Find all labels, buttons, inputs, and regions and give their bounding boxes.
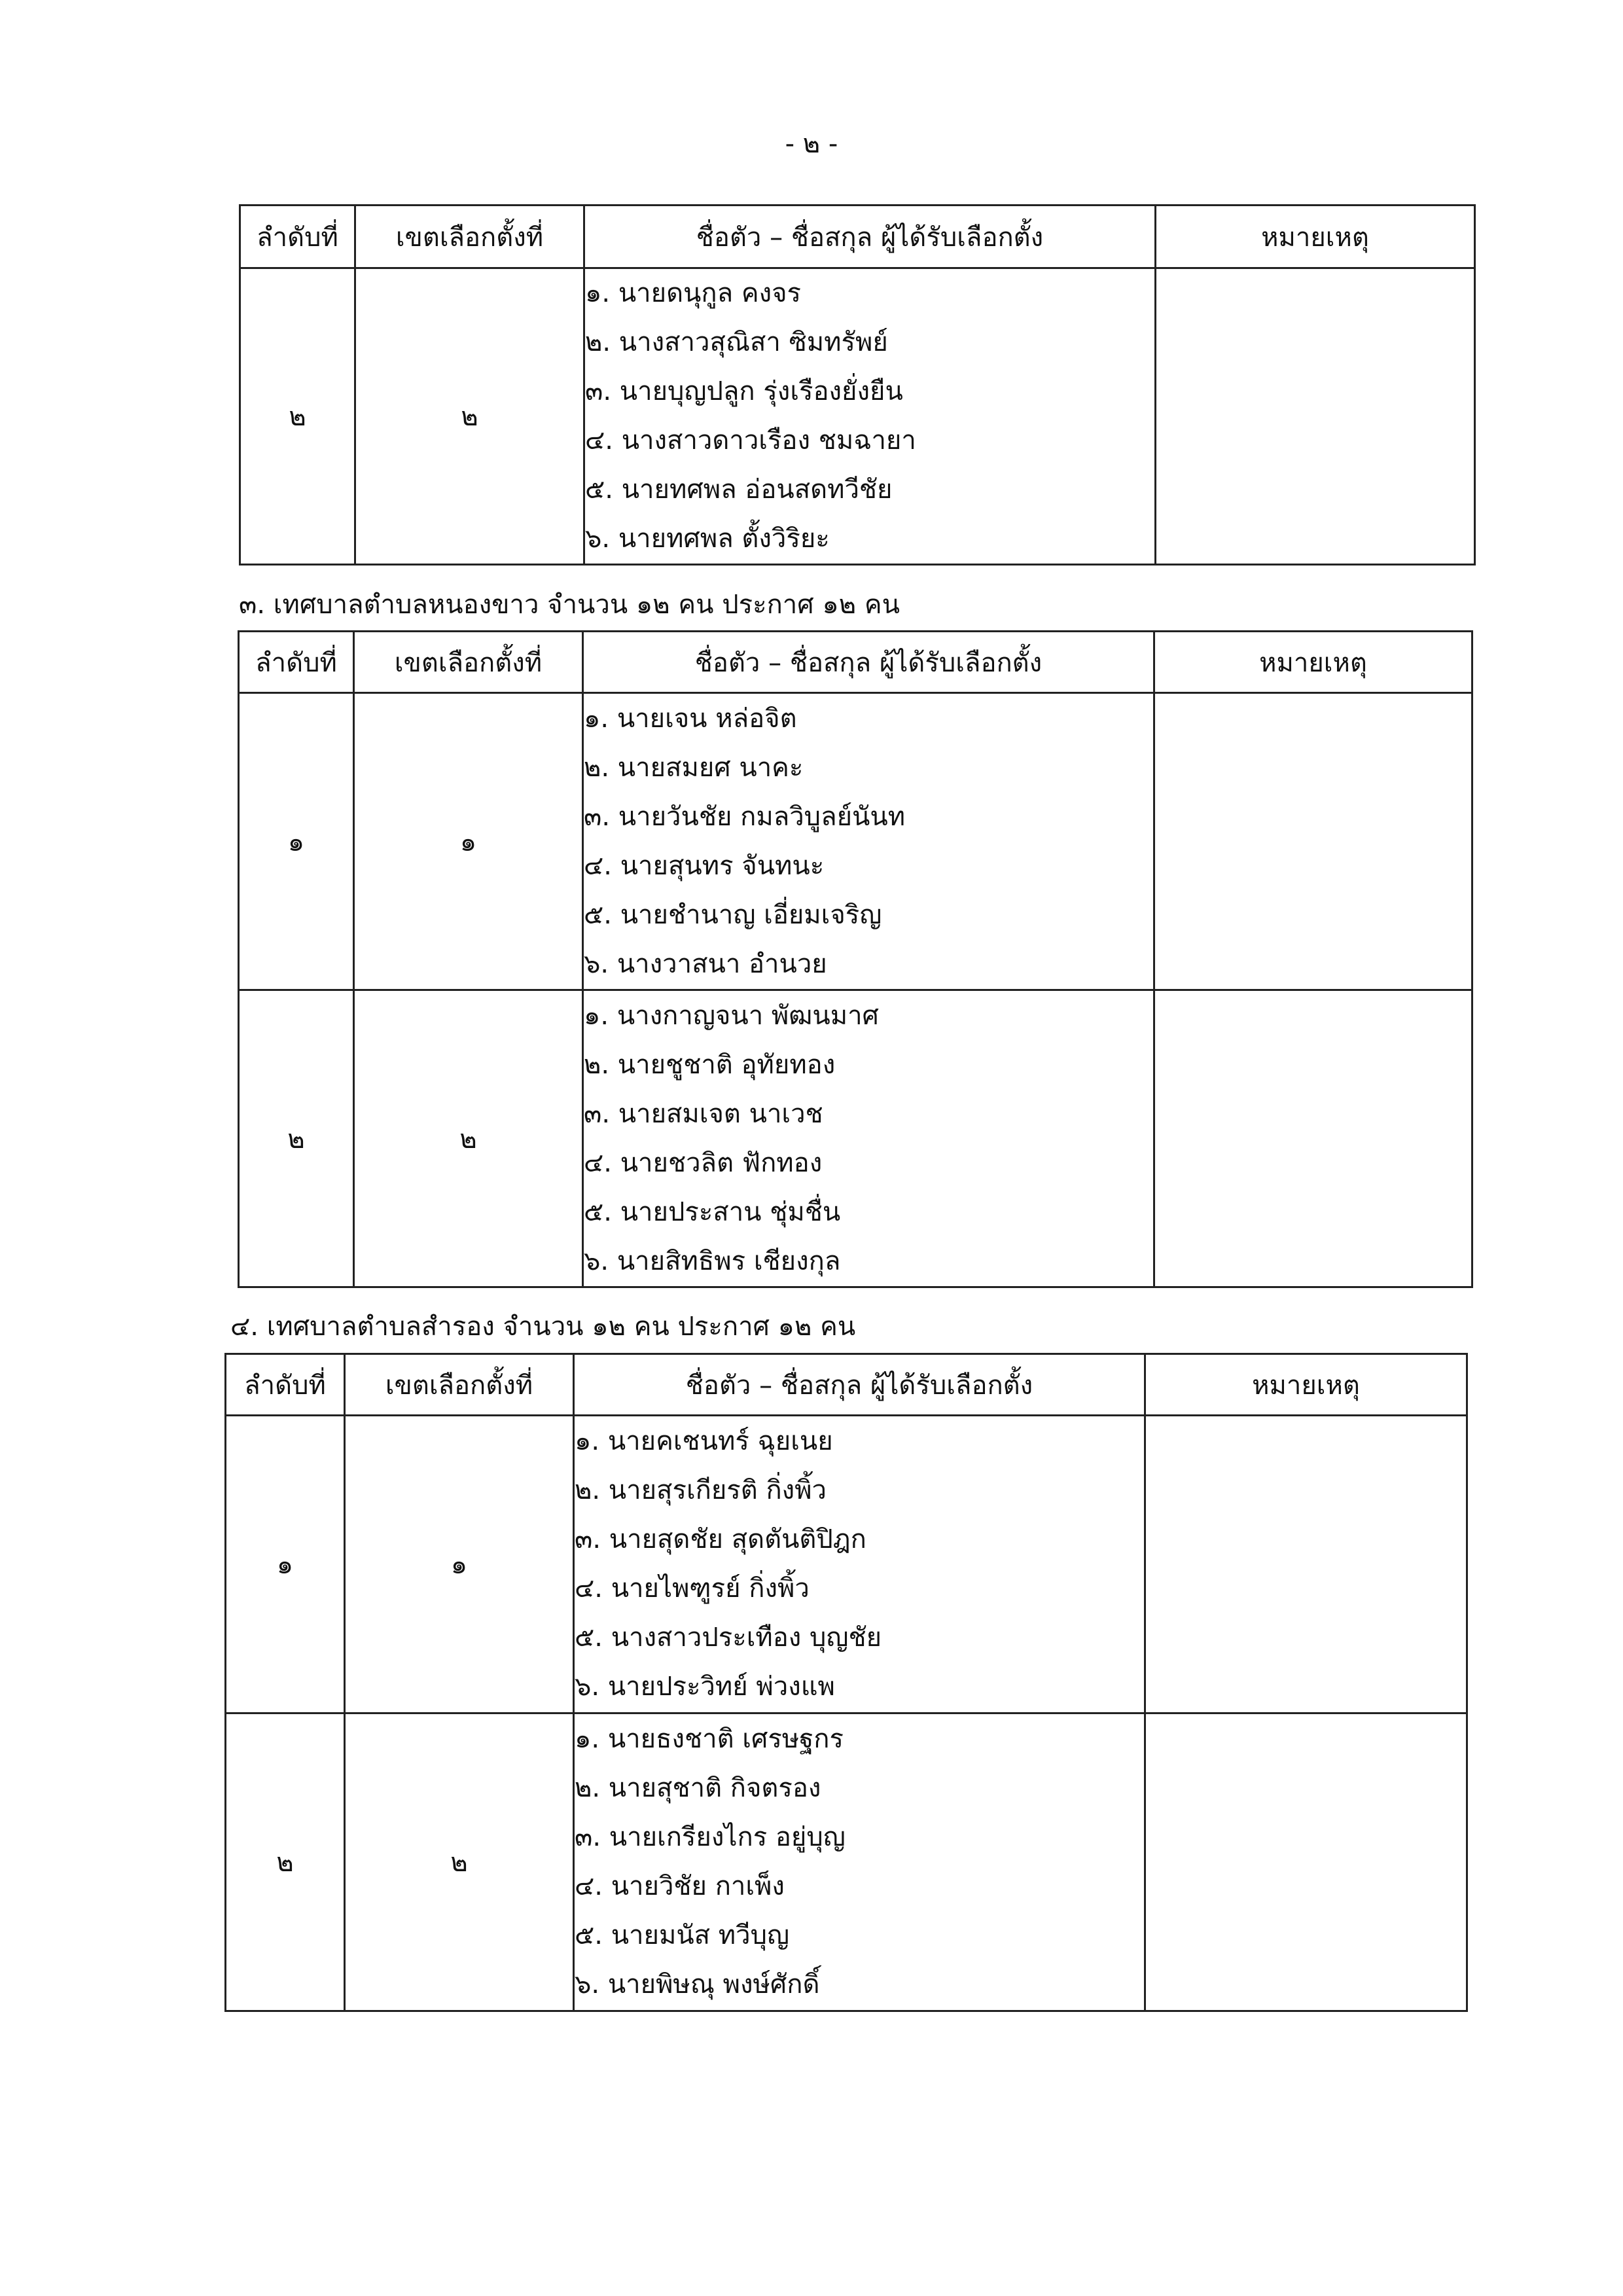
- order-cell: ๒: [226, 1713, 345, 2011]
- elected-name: ๓. นายสมเจต นาเวช: [584, 1098, 823, 1129]
- order-cell: ๑: [226, 1416, 345, 1713]
- elected-name: ๑. นายคเชนทร์ ฉุยเนย: [575, 1426, 833, 1456]
- elected-name: ๒. นางสาวสุณิสา ซิมทรัพย์: [585, 327, 888, 357]
- header-name: ชื่อตัว – ชื่อสกุล ผู้ได้รับเลือกตั้ง: [584, 206, 1156, 268]
- header-remark: หมายเหตุ: [1156, 206, 1475, 268]
- zone-cell: ๑: [354, 693, 583, 990]
- elected-name: ๓. นายบุญปลูก รุ่งเรืองยั่งยืน: [585, 376, 903, 406]
- table-header-row: [226, 1354, 1467, 1416]
- elected-name: ๑. นายดนุกูล คงจร: [585, 278, 802, 308]
- header-order: ลำดับที่: [239, 632, 354, 693]
- header-order: ลำดับที่: [226, 1354, 345, 1416]
- elected-name: ๑. นายเจน หล่อจิต: [584, 703, 797, 734]
- elected-name: ๒. นายสมยศ นาคะ: [584, 752, 804, 783]
- table-header-row: [240, 206, 1475, 268]
- remark-cell: [1145, 1416, 1467, 1713]
- table-row: [240, 268, 1475, 565]
- elected-name: ๕. นายชำนาญ เอี่ยมเจริญ: [584, 899, 882, 930]
- elected-name: ๑. นายธงชาติ เศรษฐกร: [575, 1724, 844, 1754]
- elected-name: ๕. นายประสาน ชุ่มชื่น: [584, 1196, 841, 1227]
- elected-name: ๒. นายสุชาติ กิจตรอง: [575, 1773, 821, 1803]
- elected-name: ๓. นายวันชัย กมลวิบูลย์นันท: [584, 801, 906, 832]
- elected-name: ๖. นายพิษณุ พงษ์ศักดิ์: [575, 1969, 820, 2000]
- header-name: ชื่อตัว – ชื่อสกุล ผู้ได้รับเลือกตั้ง: [583, 632, 1154, 693]
- remark-cell: [1154, 990, 1472, 1287]
- elected-name: ๓. นายเกรียงไกร อยู่บุญ: [575, 1822, 846, 1852]
- elected-name: ๔. นายชวลิต ฟักทอง: [584, 1147, 823, 1178]
- remark-cell: [1156, 268, 1475, 565]
- names-cell: [584, 268, 1156, 565]
- zone-cell: ๑: [345, 1416, 574, 1713]
- table-row: [239, 693, 1472, 990]
- order-cell: ๒: [240, 268, 355, 565]
- elected-name: ๕. นางสาวประเทือง บุญชัย: [575, 1623, 882, 1653]
- elected-name: ๒. นายชูชาติ อุทัยทอง: [584, 1049, 836, 1080]
- names-cell: [574, 1416, 1145, 1713]
- elected-name: ๓. นายสุดชัย สุดตันติปิฎก: [575, 1524, 866, 1554]
- elected-name: ๔. นายสุนทร จันทนะ: [584, 850, 825, 881]
- elected-name: ๑. นางกาญจนา พัฒนมาศ: [584, 1000, 879, 1031]
- elected-name: ๕. นายทศพล อ่อนสดทวีชัย: [585, 475, 893, 505]
- section-title-4: ๔. เทศบาลตำบลสำรอง จำนวน ๑๒ คน ประกาศ ๑๒ คน: [230, 1312, 856, 1342]
- elected-name: ๔. นายไพฑูรย์ กิ่งพิ้ว: [575, 1573, 810, 1604]
- elected-name: ๔. นางสาวดาวเรือง ชมฉายา: [585, 425, 916, 456]
- header-name: ชื่อตัว – ชื่อสกุล ผู้ได้รับเลือกตั้ง: [574, 1354, 1145, 1416]
- names-cell: [574, 1713, 1145, 2011]
- elected-name: ๔. นายวิชัย กาเพ็ง: [575, 1871, 785, 1901]
- names-cell: [583, 693, 1154, 990]
- zone-cell: ๒: [345, 1713, 574, 2011]
- order-cell: ๑: [239, 693, 354, 990]
- header-order: ลำดับที่: [240, 206, 355, 268]
- table-row: [226, 1713, 1467, 2011]
- names-cell: [583, 990, 1154, 1287]
- header-zone: เขตเลือกตั้งที่: [354, 632, 583, 693]
- header-remark: หมายเหตุ: [1145, 1354, 1467, 1416]
- elected-table-samrong: [224, 1353, 1468, 2012]
- remark-cell: [1154, 693, 1472, 990]
- table-header-row: [239, 632, 1472, 693]
- remark-cell: [1145, 1713, 1467, 2011]
- header-zone: เขตเลือกตั้งที่: [345, 1354, 574, 1416]
- table-row: [239, 990, 1472, 1287]
- table-row: [226, 1416, 1467, 1713]
- header-remark: หมายเหตุ: [1154, 632, 1472, 693]
- zone-cell: ๒: [355, 268, 584, 565]
- elected-name: ๖. นายประวิทย์ พ่วงแพ: [575, 1672, 835, 1702]
- section-title-3: ๓. เทศบาลตำบลหนองขาว จำนวน ๑๒ คน ประกาศ ๑๒ คน: [239, 590, 900, 620]
- elected-table-continued: [239, 204, 1476, 565]
- elected-name: ๖. นางวาสนา อำนวย: [584, 948, 827, 979]
- elected-name: ๒. นายสุรเกียรติ กิ่งพิ้ว: [575, 1475, 827, 1505]
- elected-name: ๖. นายทศพล ตั้งวิริยะ: [585, 524, 830, 554]
- elected-name: ๕. นายมนัส ทวีบุญ: [575, 1920, 790, 1950]
- page-number: - ๒ -: [785, 129, 838, 159]
- header-zone: เขตเลือกตั้งที่: [355, 206, 584, 268]
- order-cell: ๒: [239, 990, 354, 1287]
- zone-cell: ๒: [354, 990, 583, 1287]
- elected-name: ๖. นายสิทธิพร เชียงกุล: [584, 1246, 841, 1276]
- elected-table-nongkhao: [238, 630, 1473, 1288]
